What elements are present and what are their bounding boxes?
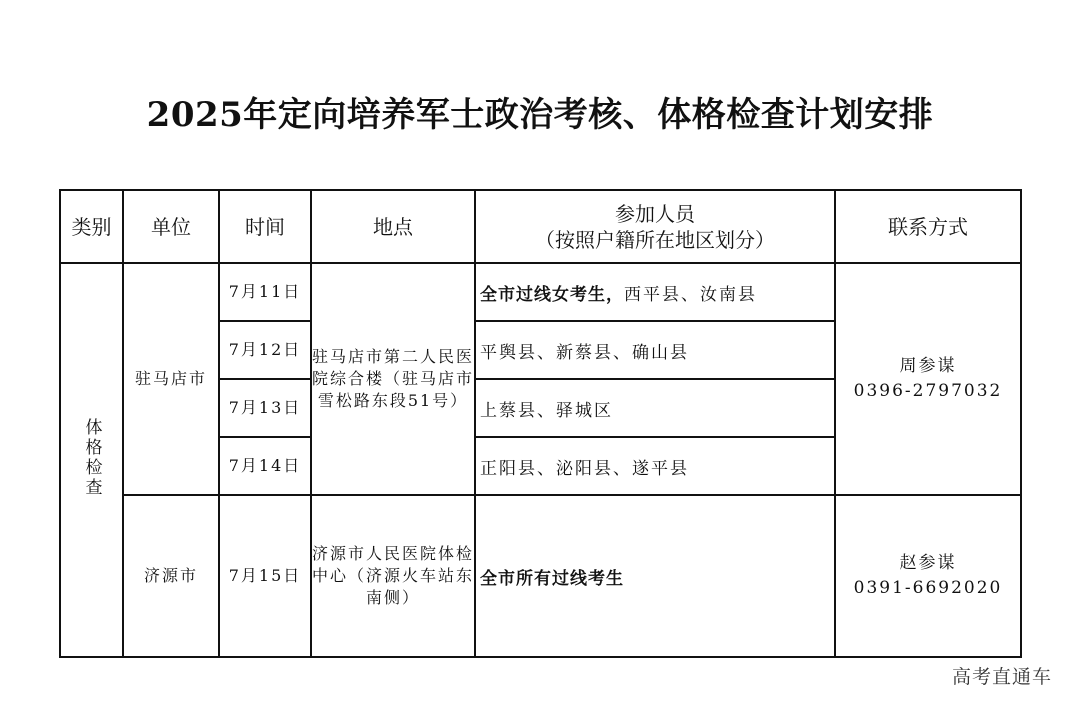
time-cell: 7月13日 [219, 379, 311, 437]
watermark-text: 高考直通车 [951, 666, 1052, 688]
table-row [60, 495, 1021, 657]
header-category: 类别 [60, 190, 123, 263]
header-time: 时间 [219, 190, 311, 263]
time-cell: 7月12日 [219, 321, 311, 379]
category-label: 体格检查 [81, 418, 102, 498]
unit-label: 驻马店市 [134, 369, 207, 388]
header-unit: 单位 [123, 190, 219, 263]
unit-cell [123, 263, 219, 495]
time-cell: 7月14日 [219, 437, 311, 495]
header-location: 地点 [311, 190, 475, 263]
schedule-table [59, 189, 1022, 658]
contact-name: 周参谋 [899, 356, 957, 376]
contact-phone: 0396-2797032 [853, 381, 1003, 401]
category-cell [60, 263, 123, 657]
location-label: 济源市人民医院体检中心（济源火车站东南侧） [312, 544, 475, 607]
table-row [60, 263, 1021, 321]
participants-text: 西平县、汝南县 [624, 284, 757, 305]
header-participants [475, 190, 835, 263]
contact-cell [835, 495, 1021, 657]
header-participants-line1: 参加人员 [615, 201, 695, 226]
contact-phone: 0391-6692020 [853, 578, 1003, 598]
header-row [60, 190, 1021, 263]
time-cell: 7月11日 [219, 263, 311, 321]
participants-cell [475, 321, 835, 379]
unit-cell [123, 495, 219, 657]
header-contact: 联系方式 [835, 190, 1021, 263]
location-cell [311, 263, 475, 495]
page-title: 2025年定向培养军士政治考核、体格检查计划安排 [146, 95, 934, 135]
participants-cell [475, 263, 835, 321]
participants-bold: 全市过线女考生， [480, 284, 624, 305]
contact-name: 赵参谋 [899, 553, 957, 573]
header-participants-line2: （按照户籍所在地区划分） [535, 227, 775, 252]
participants-cell [475, 495, 835, 657]
location-cell [311, 495, 475, 657]
participants-cell [475, 437, 835, 495]
unit-label: 济源市 [143, 566, 198, 585]
participants-text: 上蔡县、驿城区 [480, 400, 613, 421]
contact-cell [835, 263, 1021, 495]
participants-bold: 全市所有过线考生 [480, 568, 624, 589]
time-cell: 7月15日 [219, 495, 311, 657]
participants-text: 平舆县、新蔡县、确山县 [480, 342, 689, 363]
participants-text: 正阳县、泌阳县、遂平县 [480, 458, 689, 479]
location-label: 驻马店市第二人民医院综合楼（驻马店市雪松路东段51号） [312, 347, 475, 410]
participants-cell [475, 379, 835, 437]
